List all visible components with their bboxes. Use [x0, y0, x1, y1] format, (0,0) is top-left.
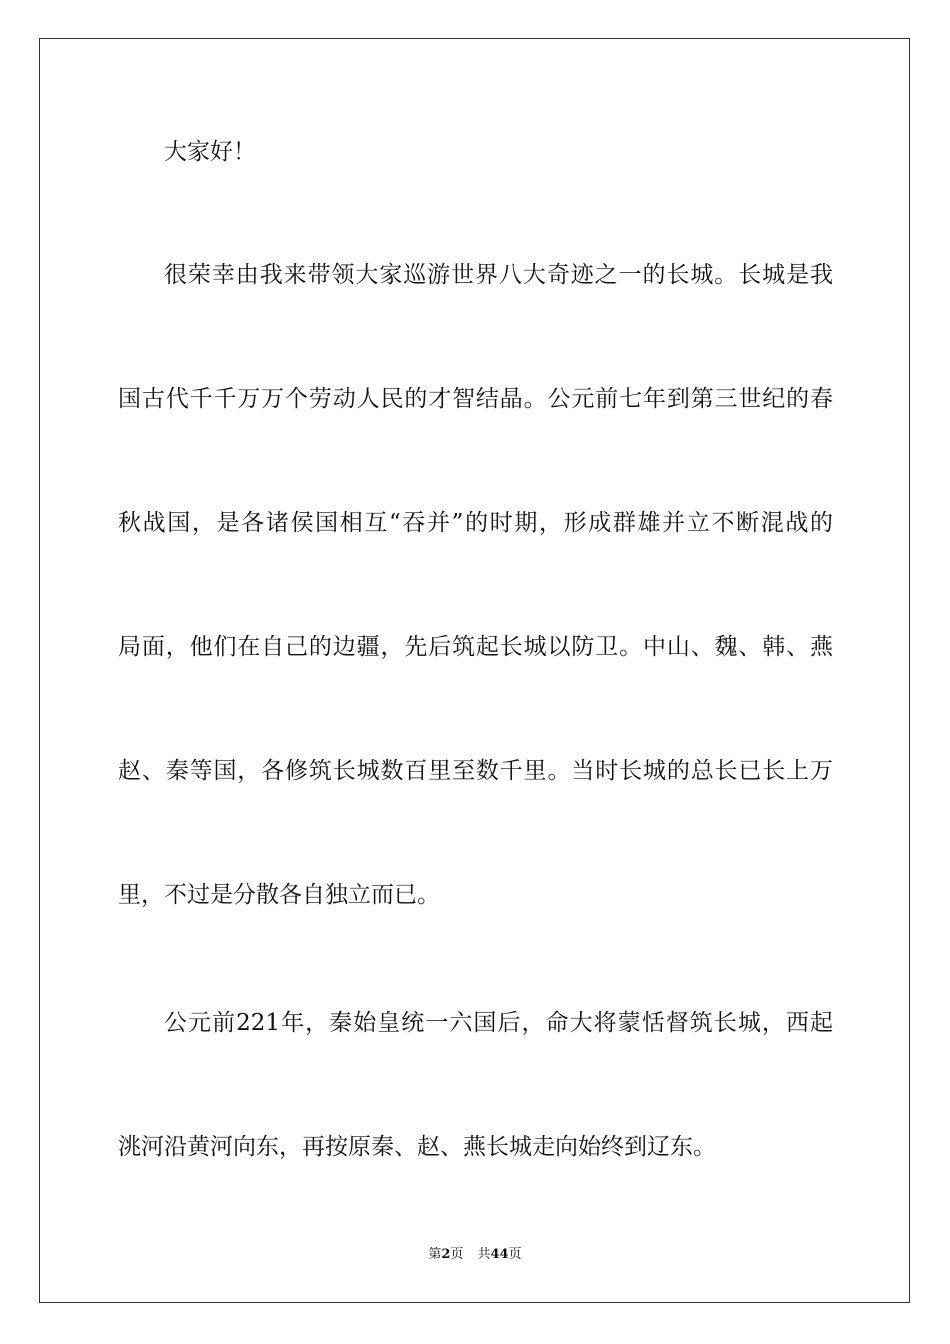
- page-number: 2: [441, 1247, 451, 1262]
- paragraph-2-line-2: 洮河沿黄河向东，再按原秦、赵、燕长城走向始终到辽东。: [118, 1134, 716, 1160]
- page-border: [39, 38, 910, 1303]
- paragraph-1-line-3: 秋战国，是各诸侯国相互“吞并”的时期，形成群雄并立不断混战的: [118, 510, 833, 536]
- page-prefix: 第: [428, 1247, 442, 1262]
- paragraph-1-line-5: 赵、秦等国，各修筑长城数百里至数千里。当时长城的总长已长上万: [118, 758, 833, 784]
- total-prefix: 共: [477, 1247, 491, 1262]
- paragraph-2-line-1: 公元前221年，秦始皇统一六国后，命大将蒙恬督筑长城，西起: [164, 1010, 833, 1036]
- paragraph-1-line-2: 国古代千千万万个劳动人民的才智结晶。公元前七年到第三世纪的春: [118, 386, 833, 412]
- page-suffix: 页: [450, 1247, 464, 1262]
- paragraph-1-line-1: 很荣幸由我来带领大家巡游世界八大奇迹之一的长城。长城是我: [164, 262, 833, 288]
- page-footer: [0, 1246, 950, 1264]
- total-suffix: 页: [508, 1247, 522, 1262]
- paragraph-1-line-4: 局面，他们在自己的边疆，先后筑起长城以防卫。中山、魏、韩、燕: [118, 634, 833, 660]
- greeting: 大家好！: [164, 139, 256, 165]
- total-pages: 44: [490, 1247, 509, 1262]
- paragraph-1-line-6: 里，不过是分散各自独立而已。: [118, 882, 440, 908]
